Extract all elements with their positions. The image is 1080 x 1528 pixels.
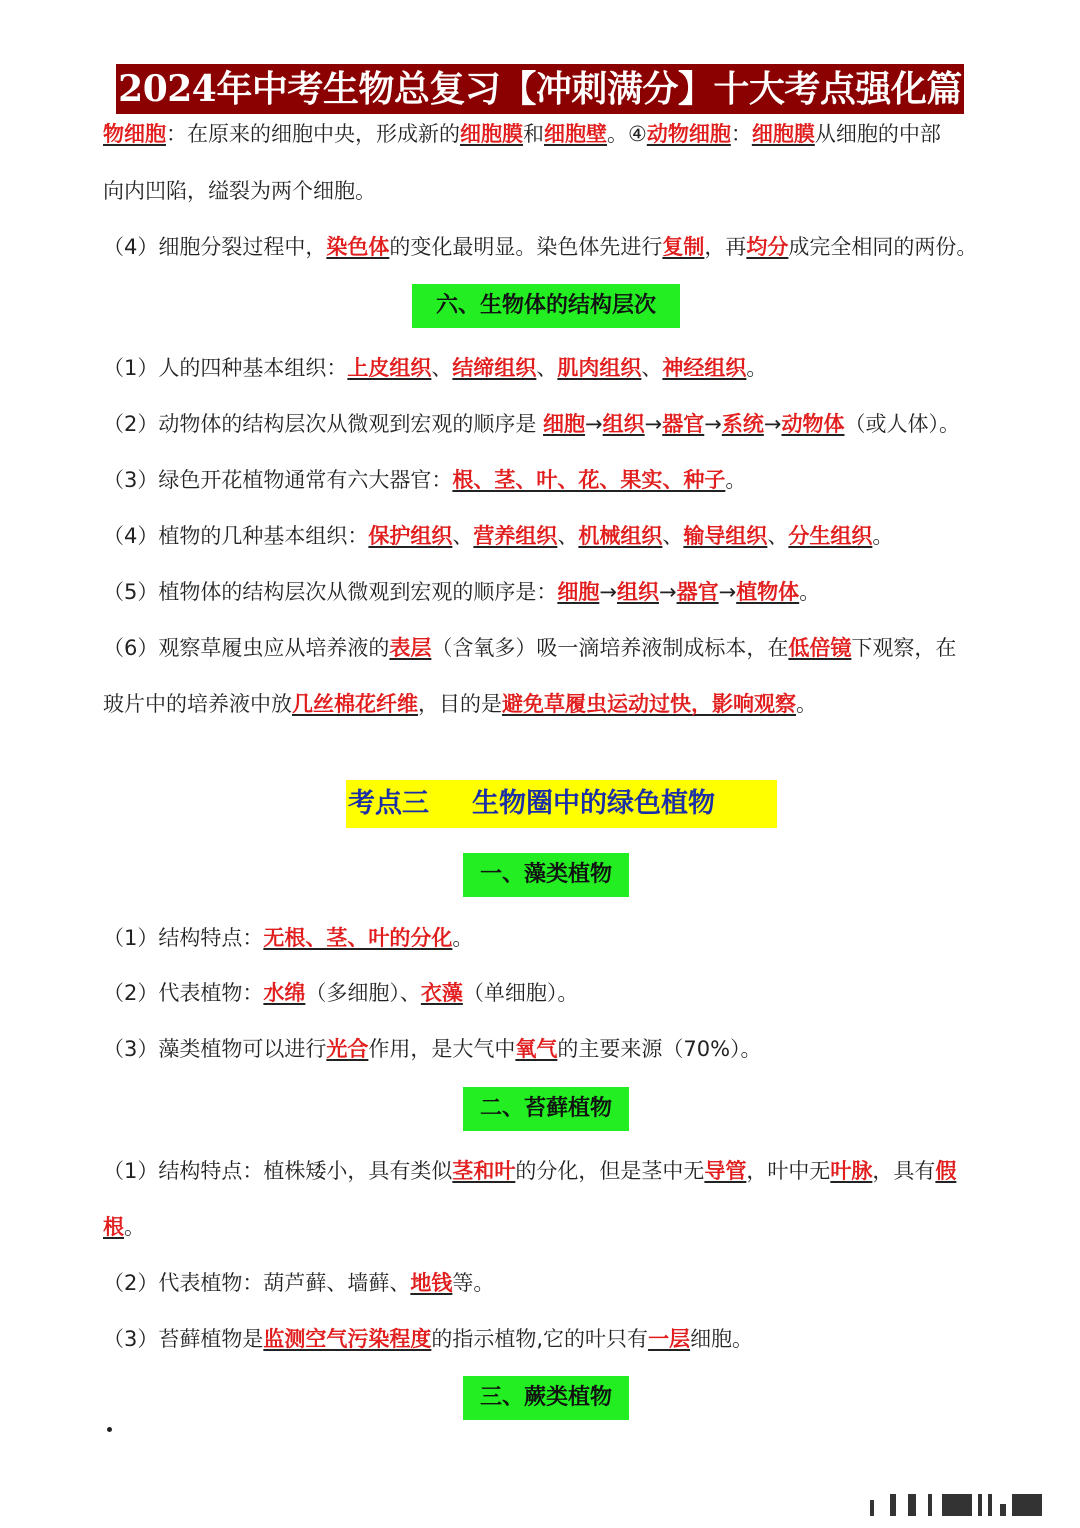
text-segment: → xyxy=(763,412,782,436)
text-segment: （含氧多）吸一滴培养液制成标本，在 xyxy=(431,636,789,660)
text-segment: 、 xyxy=(452,524,474,548)
text-line xyxy=(103,923,983,953)
text-segment: （3）苔藓植物是 xyxy=(103,1327,264,1351)
keyword: 避免草履虫运动过快，影响观察 xyxy=(502,692,796,716)
keyword: 假 xyxy=(935,1159,957,1183)
keyword: 几丝棉花纤维 xyxy=(292,692,418,716)
kaodian-number: 考点三 xyxy=(348,788,429,819)
kaodian-heading xyxy=(346,780,777,828)
text-segment: 和 xyxy=(523,122,544,146)
keyword: 细胞膜 xyxy=(460,122,523,146)
text-line xyxy=(103,1268,983,1298)
kaodian-title: 生物圈中的绿色植物 xyxy=(472,788,715,819)
section-heading-fern: 三、蕨类植物 xyxy=(463,1376,629,1420)
text-segment: 的指示植物,它的叶只有 xyxy=(431,1327,649,1351)
keyword: 表层 xyxy=(389,636,432,660)
keyword: 叶脉 xyxy=(830,1159,873,1183)
text-segment: 玻片中的培养液中放 xyxy=(103,692,292,716)
keyword: 茎和叶 xyxy=(452,1159,516,1183)
keyword: 光合 xyxy=(326,1037,369,1061)
text-segment: ： xyxy=(730,122,752,146)
text-line xyxy=(103,232,983,262)
text-segment: 、 xyxy=(557,524,579,548)
text-segment: （3）绿色开花植物通常有六大器官： xyxy=(103,468,453,492)
keyword: 氧气 xyxy=(515,1037,558,1061)
text-segment: 作用，是大气中 xyxy=(368,1037,516,1061)
text-segment: （6）观察草履虫应从培养液的 xyxy=(103,636,390,660)
text-segment: 的主要来源（70%）。 xyxy=(557,1037,762,1061)
text-line xyxy=(103,521,983,551)
keyword: 器官 xyxy=(676,580,719,604)
keyword: 植物体 xyxy=(736,580,800,604)
section-heading-algae: 一、藻类植物 xyxy=(463,853,629,897)
text-segment: （1）结构特点： xyxy=(103,926,264,950)
text-segment: （单细胞）。 xyxy=(462,981,579,1005)
text-line xyxy=(103,633,983,663)
text-segment: ，具有 xyxy=(872,1159,936,1183)
text-line xyxy=(103,1324,983,1354)
text-segment: 下观察，在 xyxy=(851,636,957,660)
keyword: 物细胞 xyxy=(103,122,166,146)
keyword: 细胞膜 xyxy=(751,122,815,146)
text-segment: 。 xyxy=(796,692,817,716)
keyword: 动物细胞 xyxy=(646,122,731,146)
document-title-banner: 2024年中考生物总复习【冲刺满分】十大考点强化篇 xyxy=(116,64,964,114)
bullet-dot xyxy=(107,1427,112,1432)
text-segment: 向内凹陷，缢裂为两个细胞。 xyxy=(103,179,376,203)
text-segment: → xyxy=(658,580,677,604)
keyword: 保护组织 xyxy=(368,524,453,548)
keyword: 组织 xyxy=(602,412,645,436)
keyword: 低倍镜 xyxy=(788,636,852,660)
text-segment: → xyxy=(644,412,663,436)
text-line xyxy=(103,1156,983,1186)
text-line xyxy=(103,465,983,495)
text-segment: 细胞。 xyxy=(690,1327,754,1351)
keyword: 染色体 xyxy=(326,235,390,259)
text-segment: → xyxy=(585,412,603,436)
text-segment: （5）植物体的结构层次从微观到宏观的顺序是： xyxy=(103,580,558,604)
text-line xyxy=(103,1212,983,1242)
text-segment: 。 xyxy=(725,468,747,492)
text-segment: 、 xyxy=(536,356,558,380)
text-segment: 的分化，但是茎中无 xyxy=(515,1159,705,1183)
text-segment: ，目的是 xyxy=(418,692,502,716)
text-segment: 等。 xyxy=(452,1271,495,1295)
text-segment: （3）藻类植物可以进行 xyxy=(103,1037,327,1061)
text-segment: 、 xyxy=(641,356,663,380)
keyword: 结缔组织 xyxy=(452,356,537,380)
text-segment: → xyxy=(704,412,722,436)
text-line xyxy=(103,1034,983,1064)
text-segment: （或人体）。 xyxy=(844,412,960,436)
keyword: 细胞 xyxy=(557,580,600,604)
text-segment: 。 xyxy=(872,524,894,548)
keyword: 机械组织 xyxy=(578,524,663,548)
keyword: 衣藻 xyxy=(420,981,463,1005)
keyword: 细胞 xyxy=(543,412,586,436)
text-line xyxy=(103,689,983,719)
text-segment: 成完全相同的两份。 xyxy=(788,235,978,259)
keyword: 动物体 xyxy=(781,412,845,436)
text-line xyxy=(103,119,983,149)
keyword: 上皮组织 xyxy=(347,356,432,380)
keyword: 细胞壁 xyxy=(544,122,607,146)
keyword: 水绵 xyxy=(263,981,306,1005)
keyword: 地钱 xyxy=(410,1271,453,1295)
text-segment: ，叶中无 xyxy=(746,1159,831,1183)
keyword: 一层 xyxy=(648,1327,691,1351)
text-segment: 、 xyxy=(431,356,453,380)
text-line xyxy=(103,978,983,1008)
text-segment: （2）动物体的结构层次从微观到宏观的顺序是 xyxy=(103,412,544,436)
text-segment: （4）细胞分裂过程中， xyxy=(103,235,327,259)
text-segment: ：在原来的细胞中央，形成新的 xyxy=(166,122,460,146)
text-segment: → xyxy=(718,580,737,604)
section-heading-structure-levels: 六、生物体的结构层次 xyxy=(412,284,680,328)
keyword: 复制 xyxy=(662,235,705,259)
keyword: 根、茎、叶、花、果实、种子 xyxy=(452,468,726,492)
keyword: 分生组织 xyxy=(788,524,873,548)
text-segment: → xyxy=(599,580,617,604)
text-segment: （1）结构特点：植株矮小，具有类似 xyxy=(103,1159,453,1183)
keyword: 器官 xyxy=(662,412,705,436)
keyword: 监测空气污染程度 xyxy=(263,1327,432,1351)
section-heading-moss: 二、苔藓植物 xyxy=(463,1087,629,1131)
text-segment: 。 xyxy=(799,580,821,604)
keyword: 营养组织 xyxy=(473,524,558,548)
text-line xyxy=(103,409,983,439)
text-segment: （多细胞）、 xyxy=(305,981,421,1005)
keyword: 神经组织 xyxy=(662,356,747,380)
text-segment: 、 xyxy=(662,524,684,548)
keyword: 根 xyxy=(103,1215,124,1239)
text-segment: 的变化最明显。染色体先进行 xyxy=(389,235,663,259)
text-segment: （2）代表植物： xyxy=(103,981,264,1005)
keyword: 组织 xyxy=(616,580,659,604)
text-segment: 。④ xyxy=(607,122,647,146)
text-segment: 。 xyxy=(124,1215,145,1239)
text-line xyxy=(103,176,983,206)
keyword: 输导组织 xyxy=(683,524,768,548)
text-segment: （4）植物的几种基本组织： xyxy=(103,524,369,548)
text-segment: 、 xyxy=(767,524,789,548)
text-segment: 从细胞的中部 xyxy=(814,122,941,146)
keyword: 肌肉组织 xyxy=(557,356,642,380)
keyword: 系统 xyxy=(721,412,764,436)
text-segment: 。 xyxy=(452,926,474,950)
keyword: 无根、茎、叶的分化 xyxy=(263,926,453,950)
text-segment: （2）代表植物：葫芦藓、墙藓、 xyxy=(103,1271,411,1295)
text-segment: ，再 xyxy=(704,235,747,259)
text-segment: （1）人的四种基本组织： xyxy=(103,356,348,380)
text-line xyxy=(103,353,983,383)
watermark-logo xyxy=(860,1494,1060,1516)
keyword: 导管 xyxy=(704,1159,747,1183)
keyword: 均分 xyxy=(746,235,789,259)
text-line xyxy=(103,577,983,607)
text-segment: 。 xyxy=(746,356,768,380)
